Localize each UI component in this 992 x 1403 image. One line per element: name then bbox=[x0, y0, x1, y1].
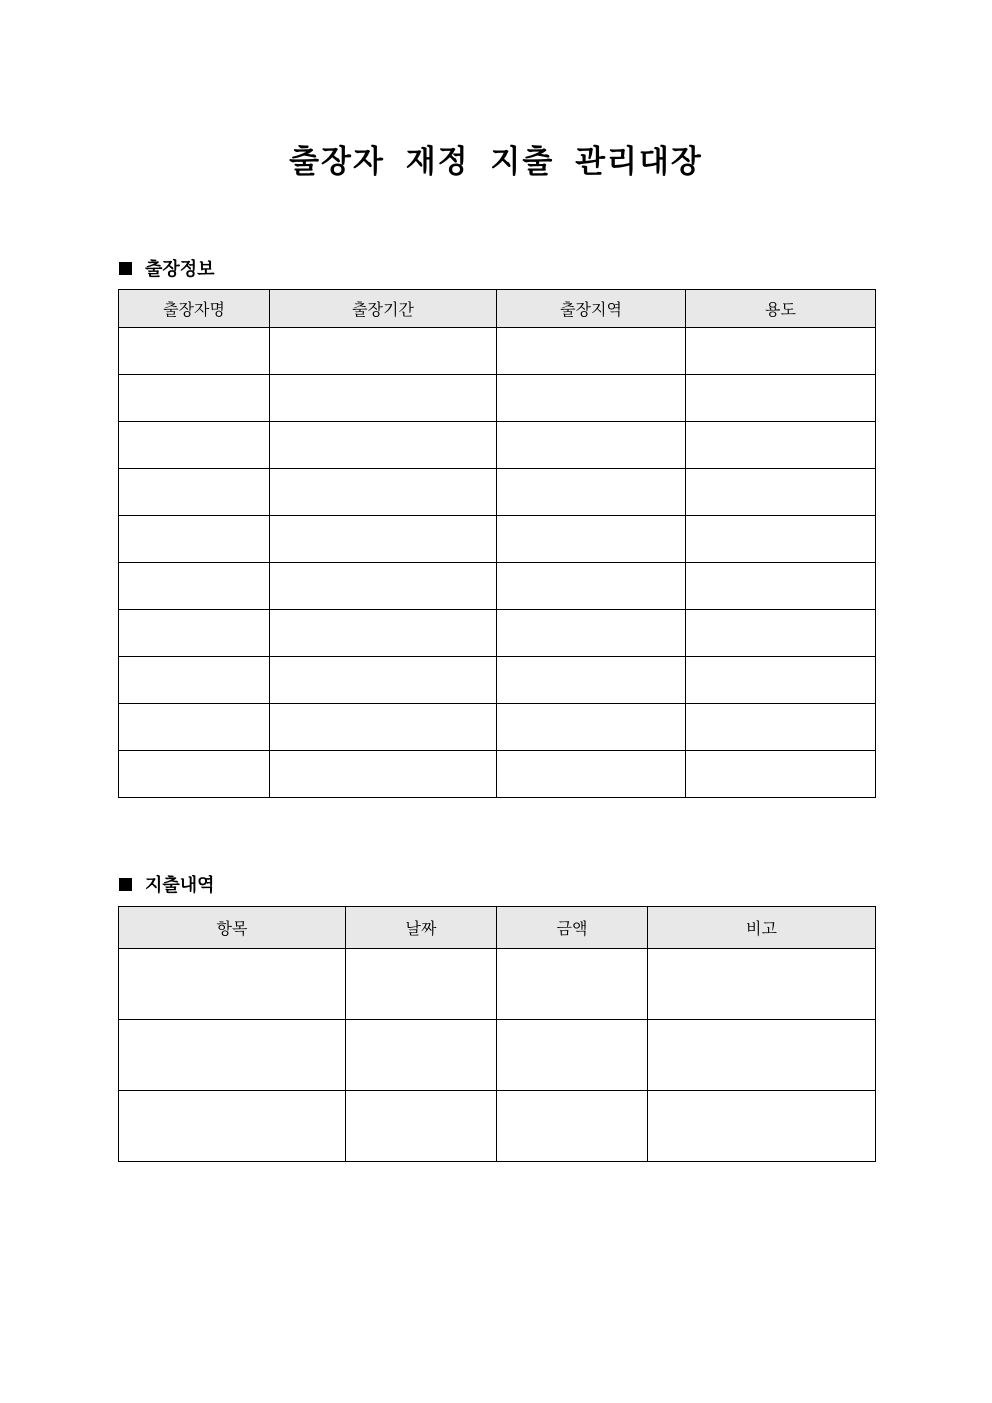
table-row bbox=[119, 751, 876, 798]
trip-region-cell[interactable] bbox=[497, 375, 686, 422]
purpose-cell[interactable] bbox=[686, 422, 876, 469]
traveler-name-cell[interactable] bbox=[119, 563, 270, 610]
traveler-name-cell[interactable] bbox=[119, 751, 270, 798]
table-row bbox=[119, 422, 876, 469]
purpose-cell[interactable] bbox=[686, 657, 876, 704]
column-header-item: 항목 bbox=[119, 907, 346, 949]
trip-period-cell[interactable] bbox=[270, 516, 497, 563]
purpose-cell[interactable] bbox=[686, 469, 876, 516]
remarks-cell[interactable] bbox=[648, 949, 876, 1020]
column-header-trip-region: 출장지역 bbox=[497, 290, 686, 328]
traveler-name-cell[interactable] bbox=[119, 657, 270, 704]
trip-region-cell[interactable] bbox=[497, 469, 686, 516]
trip-period-cell[interactable] bbox=[270, 704, 497, 751]
trip-info-table bbox=[118, 289, 876, 798]
amount-cell[interactable] bbox=[497, 1020, 648, 1091]
table-row bbox=[119, 563, 876, 610]
table-row bbox=[119, 1091, 876, 1162]
trip-region-cell[interactable] bbox=[497, 704, 686, 751]
expense-table bbox=[118, 906, 876, 1162]
purpose-cell[interactable] bbox=[686, 328, 876, 375]
table-row bbox=[119, 610, 876, 657]
column-header-traveler-name: 출장자명 bbox=[119, 290, 270, 328]
purpose-cell[interactable] bbox=[686, 751, 876, 798]
column-header-amount: 금액 bbox=[497, 907, 648, 949]
purpose-cell[interactable] bbox=[686, 563, 876, 610]
traveler-name-cell[interactable] bbox=[119, 469, 270, 516]
table-row bbox=[119, 516, 876, 563]
trip-period-cell[interactable] bbox=[270, 375, 497, 422]
trip-region-cell[interactable] bbox=[497, 563, 686, 610]
expense-table-header-row bbox=[119, 907, 876, 949]
expense-heading bbox=[119, 871, 215, 897]
trip-period-cell[interactable] bbox=[270, 328, 497, 375]
date-cell[interactable] bbox=[346, 1020, 497, 1091]
trip-period-cell[interactable] bbox=[270, 469, 497, 516]
column-header-date: 날짜 bbox=[346, 907, 497, 949]
trip-region-cell[interactable] bbox=[497, 657, 686, 704]
traveler-name-cell[interactable] bbox=[119, 610, 270, 657]
expense-table-body bbox=[119, 949, 876, 1162]
table-row bbox=[119, 657, 876, 704]
purpose-cell[interactable] bbox=[686, 375, 876, 422]
traveler-name-cell[interactable] bbox=[119, 375, 270, 422]
trip-period-cell[interactable] bbox=[270, 422, 497, 469]
square-bullet-icon bbox=[119, 878, 132, 891]
trip-info-heading-label: 출장정보 bbox=[145, 259, 215, 280]
purpose-cell[interactable] bbox=[686, 610, 876, 657]
purpose-cell[interactable] bbox=[686, 704, 876, 751]
traveler-name-cell[interactable] bbox=[119, 704, 270, 751]
expense-heading-label: 지출내역 bbox=[145, 875, 215, 896]
amount-cell[interactable] bbox=[497, 949, 648, 1020]
column-header-trip-period: 출장기간 bbox=[270, 290, 497, 328]
date-cell[interactable] bbox=[346, 949, 497, 1020]
table-row bbox=[119, 1020, 876, 1091]
trip-region-cell[interactable] bbox=[497, 328, 686, 375]
trip-period-cell[interactable] bbox=[270, 563, 497, 610]
purpose-cell[interactable] bbox=[686, 516, 876, 563]
remarks-cell[interactable] bbox=[648, 1020, 876, 1091]
trip-period-cell[interactable] bbox=[270, 751, 497, 798]
amount-cell[interactable] bbox=[497, 1091, 648, 1162]
traveler-name-cell[interactable] bbox=[119, 422, 270, 469]
trip-period-cell[interactable] bbox=[270, 610, 497, 657]
item-cell[interactable] bbox=[119, 949, 346, 1020]
trip-region-cell[interactable] bbox=[497, 422, 686, 469]
trip-region-cell[interactable] bbox=[497, 751, 686, 798]
column-header-remarks: 비고 bbox=[648, 907, 876, 949]
item-cell[interactable] bbox=[119, 1091, 346, 1162]
column-header-purpose: 용도 bbox=[686, 290, 876, 328]
date-cell[interactable] bbox=[346, 1091, 497, 1162]
trip-period-cell[interactable] bbox=[270, 657, 497, 704]
traveler-name-cell[interactable] bbox=[119, 516, 270, 563]
table-row bbox=[119, 469, 876, 516]
table-row bbox=[119, 949, 876, 1020]
table-row bbox=[119, 704, 876, 751]
table-row bbox=[119, 375, 876, 422]
trip-table-header-row bbox=[119, 290, 876, 328]
traveler-name-cell[interactable] bbox=[119, 328, 270, 375]
remarks-cell[interactable] bbox=[648, 1091, 876, 1162]
item-cell[interactable] bbox=[119, 1020, 346, 1091]
trip-region-cell[interactable] bbox=[497, 516, 686, 563]
trip-region-cell[interactable] bbox=[497, 610, 686, 657]
trip-info-heading bbox=[119, 255, 215, 281]
square-bullet-icon bbox=[119, 262, 132, 275]
trip-table-body bbox=[119, 328, 876, 798]
table-row bbox=[119, 328, 876, 375]
page-title: 출장자 재정 지출 관리대장 bbox=[289, 144, 703, 180]
